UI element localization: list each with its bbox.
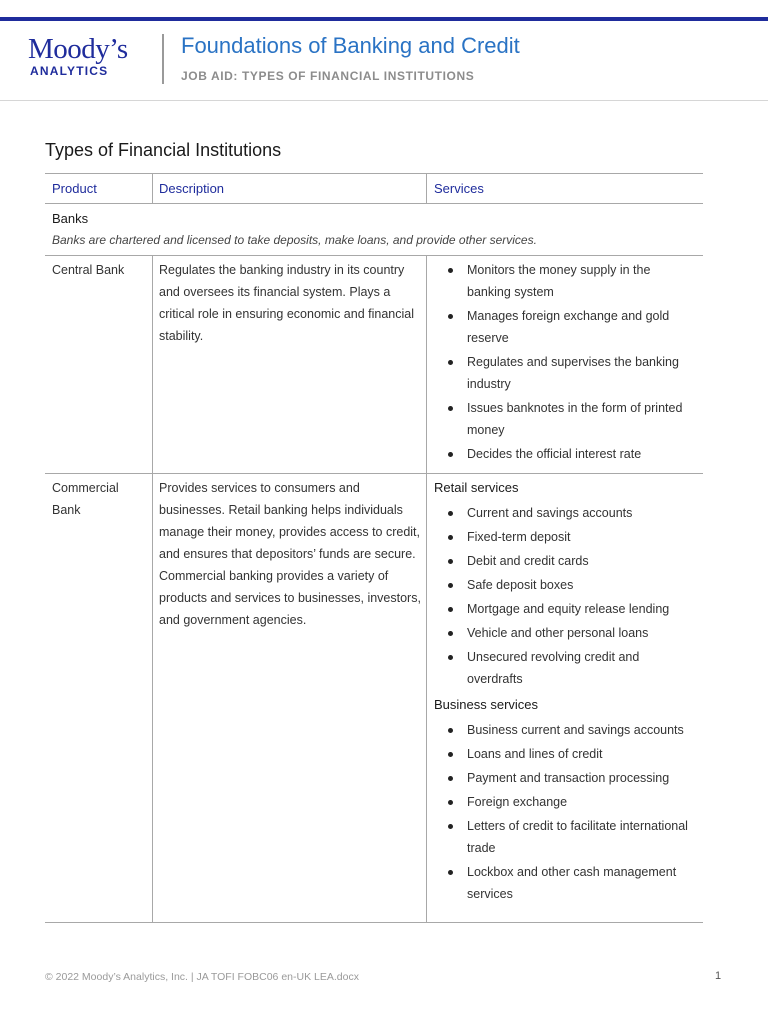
group-description: Banks are chartered and licensed to take deposits, make loans, and provide other services.	[52, 233, 537, 247]
business-services-list	[434, 719, 697, 905]
bullet-icon	[448, 800, 453, 805]
list-item: Regulates and supervises the banking industry	[434, 351, 697, 395]
column-header-product: Product	[45, 174, 153, 203]
list-item: Lockbox and other cash management services	[434, 861, 697, 905]
list-item: Debit and credit cards	[434, 550, 697, 572]
footer-copyright: © 2022 Moody’s Analytics, Inc. | JA TOFI FOBC06 en-UK LEA.docx	[45, 971, 359, 983]
logo-wordmark: Moody’s	[28, 33, 128, 65]
list-item: Mortgage and equity release lending	[434, 598, 697, 620]
top-accent-bar	[0, 17, 768, 21]
moodys-analytics-logo	[28, 34, 148, 78]
column-header-services: Services	[434, 181, 484, 196]
bullet-icon	[448, 583, 453, 588]
bullet-icon	[448, 406, 453, 411]
list-item: Loans and lines of credit	[434, 743, 697, 765]
bullet-icon	[448, 607, 453, 612]
section-title: Types of Financial Institutions	[45, 140, 282, 160]
table-row-commercial-bank	[45, 474, 703, 923]
logo-subtext: ANALYTICS	[30, 64, 109, 78]
list-item: Fixed-term deposit	[434, 526, 697, 548]
document-title: Foundations of Banking and Credit	[181, 33, 520, 58]
list-item: Issues banknotes in the form of printed money	[434, 397, 697, 441]
bullet-icon	[448, 559, 453, 564]
business-services-heading: Business services	[434, 697, 539, 712]
bullet-icon	[448, 535, 453, 540]
retail-services-list	[434, 502, 697, 690]
bullet-icon	[448, 752, 453, 757]
list-item: Manages foreign exchange and gold reserve	[434, 305, 697, 349]
services-cell	[427, 256, 703, 473]
bullet-icon	[448, 314, 453, 319]
description-cell: Provides services to consumers and businesses. Retail banking helps individuals manage their money, provides access to credit, and ensures that depositors’ funds are secure. Commercial banking provides a variety of products and services to businesses, investors, and government agencies.	[153, 474, 427, 922]
list-item: Foreign exchange	[434, 791, 697, 813]
product-cell: Central Bank	[45, 256, 153, 473]
services-cell	[427, 474, 703, 922]
group-name: Banks	[52, 211, 89, 226]
list-item: Decides the official interest rate	[434, 443, 697, 465]
column-header-description: Description	[153, 174, 427, 203]
list-item: Business current and savings accounts	[434, 719, 697, 741]
bullet-icon	[448, 728, 453, 733]
header-rule	[0, 100, 768, 101]
bullet-icon	[448, 360, 453, 365]
header-divider	[162, 34, 164, 84]
page-number: 1	[715, 970, 722, 982]
document-subtitle: JOB AID: TYPES OF FINANCIAL INSTITUTIONS	[181, 69, 475, 83]
list-item: Letters of credit to facilitate international trade	[434, 815, 697, 859]
bullet-icon	[448, 870, 453, 875]
table-group-banks	[45, 204, 703, 256]
institutions-table	[45, 173, 703, 923]
bullet-icon	[448, 268, 453, 273]
bullet-icon	[448, 511, 453, 516]
central-bank-services-list	[434, 259, 697, 465]
bullet-icon	[448, 776, 453, 781]
bullet-icon	[448, 631, 453, 636]
bullet-icon	[448, 452, 453, 457]
bullet-icon	[448, 824, 453, 829]
list-item: Safe deposit boxes	[434, 574, 697, 596]
product-cell: Commercial Bank	[45, 474, 153, 922]
description-cell: Regulates the banking industry in its country and oversees its financial system. Plays a critical role in ensuring economic and financial stability.	[153, 256, 427, 473]
list-item: Vehicle and other personal loans	[434, 622, 697, 644]
table-row-central-bank	[45, 256, 703, 474]
list-item: Unsecured revolving credit and overdrafts	[434, 646, 697, 690]
retail-services-heading: Retail services	[434, 480, 519, 495]
table-header-row	[45, 173, 703, 204]
list-item: Payment and transaction processing	[434, 767, 697, 789]
list-item: Current and savings accounts	[434, 502, 697, 524]
list-item: Monitors the money supply in the banking system	[434, 259, 697, 303]
bullet-icon	[448, 655, 453, 660]
